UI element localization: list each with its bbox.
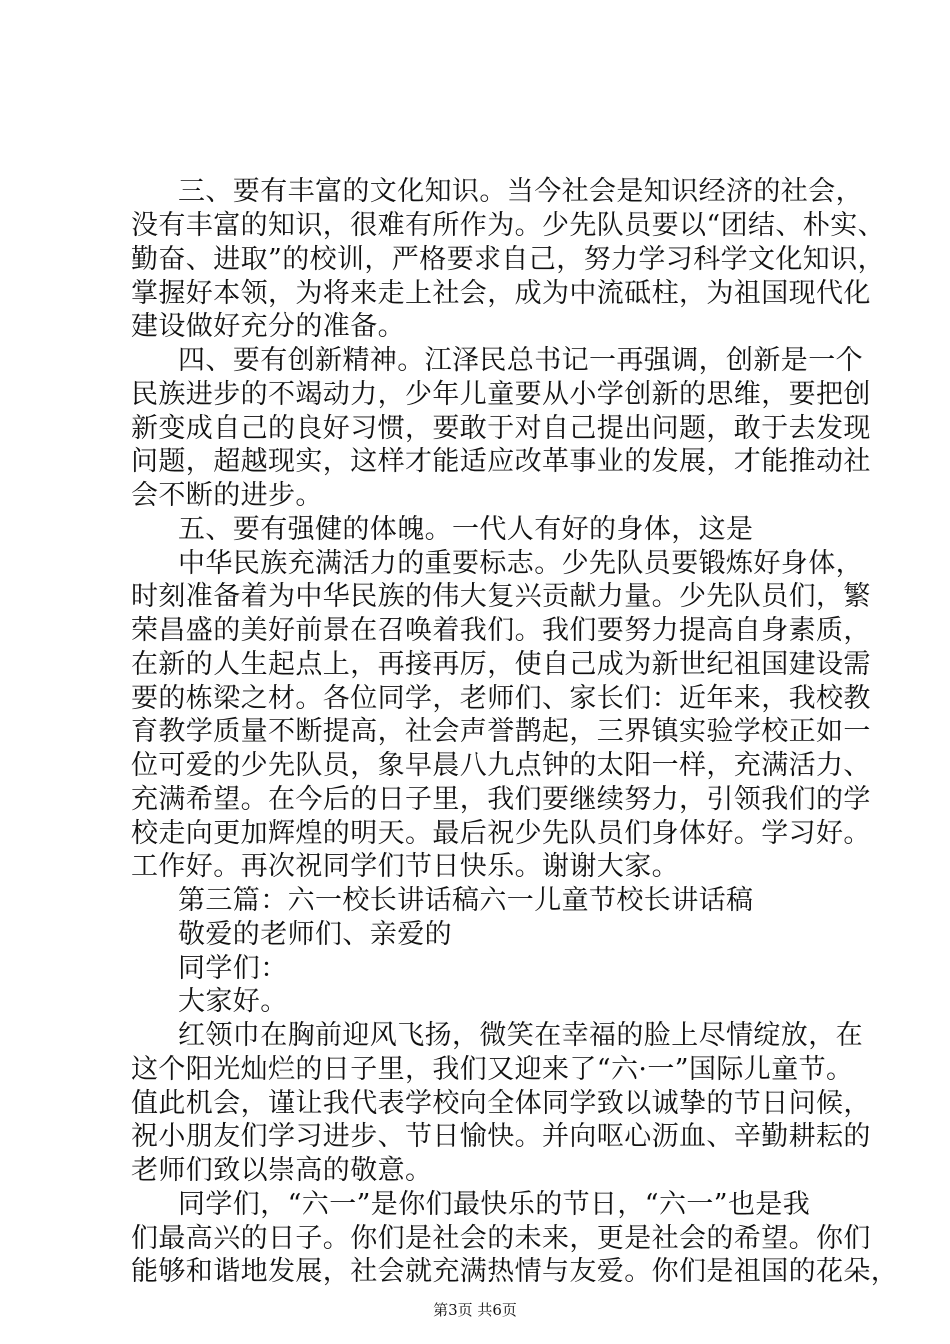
text-line: 三、要有丰富的文化知识。当今社会是知识经济的社会， (178, 176, 863, 207)
text-line: 充满希望。在今后的日子里，我们要继续努力，引领我们的学 (131, 784, 871, 815)
text-line: 民族进步的不竭动力，少年儿童要从小学创新的思维，要把创 (131, 379, 871, 410)
text-line: 时刻准备着为中华民族的伟大复兴贡献力量。少先队员们，繁 (131, 581, 871, 612)
text-line: 四、要有创新精神。江泽民总书记一再强调，创新是一个 (178, 345, 863, 376)
text-line: 校走向更加辉煌的明天。最后祝少先队员们身体好。学习好。 (131, 818, 871, 849)
text-line: 育教学质量不断提高，社会声誉鹊起，三界镇实验学校正如一 (131, 716, 871, 747)
page-number: 第3页 共6页 (433, 1301, 517, 1319)
text-line: 在新的人生起点上，再接再厉，使自己成为新世纪祖国建设需 (131, 649, 871, 680)
text-line: 建设做好充分的准备。 (131, 311, 405, 342)
text-line: 大家好。 (178, 986, 288, 1017)
text-line: 五、要有强健的体魄。一代人有好的身体，这是 (178, 514, 754, 545)
text-line: 勤奋、进取”的校训，严格要求自己，努力学习科学文化知识， (131, 244, 886, 275)
text-line: 问题，超越现实，这样才能适应改革事业的发展，才能推动社 (131, 446, 871, 477)
text-line: 同学们，“六一”是你们最快乐的节日，“六一”也是我 (178, 1189, 811, 1220)
text-line: 们最高兴的日子。你们是社会的未来，更是社会的希望。你们 (131, 1223, 871, 1254)
text-line: 祝小朋友们学习进步、节日愉快。并向呕心沥血、辛勤耕耘的 (131, 1121, 871, 1152)
text-line: 值此机会，谨让我代表学校向全体同学致以诚挚的节日问候， (131, 1088, 871, 1119)
text-line: 敬爱的老师们、亲爱的 (178, 919, 452, 950)
text-line: 掌握好本领，为将来走上社会，成为中流砥柱，为祖国现代化 (131, 278, 871, 309)
section-heading: 第三篇：六一校长讲话稿六一儿童节校长讲话稿 (178, 885, 754, 916)
text-line: 荣昌盛的美好前景在召唤着我们。我们要努力提高自身素质， (131, 615, 871, 646)
text-line: 中华民族充满活力的重要标志。少先队员要锻炼好身体， (178, 548, 863, 579)
text-line: 位可爱的少先队员，象早晨八九点钟的太阳一样，充满活力、 (131, 750, 871, 781)
text-line: 红领巾在胸前迎风飞扬，微笑在幸福的脸上尽情绽放，在 (178, 1020, 863, 1051)
text-line: 同学们： (178, 953, 288, 984)
text-line: 能够和谐地发展，社会就充满热情与友爱。你们是祖国的花朵， (131, 1256, 899, 1287)
text-line: 老师们致以崇高的敬意。 (131, 1155, 433, 1186)
text-line: 这个阳光灿烂的日子里，我们又迎来了“六·一”国际儿童节。 (131, 1054, 854, 1085)
text-line: 工作好。再次祝同学们节日快乐。谢谢大家。 (131, 851, 679, 882)
text-line: 要的栋梁之材。各位同学，老师们、家长们：近年来，我校教 (131, 683, 871, 714)
text-line: 新变成自己的良好习惯，要敢于对自己提出问题，敢于去发现 (131, 413, 871, 444)
text-line: 没有丰富的知识，很难有所作为。少先队员要以“团结、朴实、 (131, 210, 886, 241)
text-line: 会不断的进步。 (131, 480, 323, 511)
